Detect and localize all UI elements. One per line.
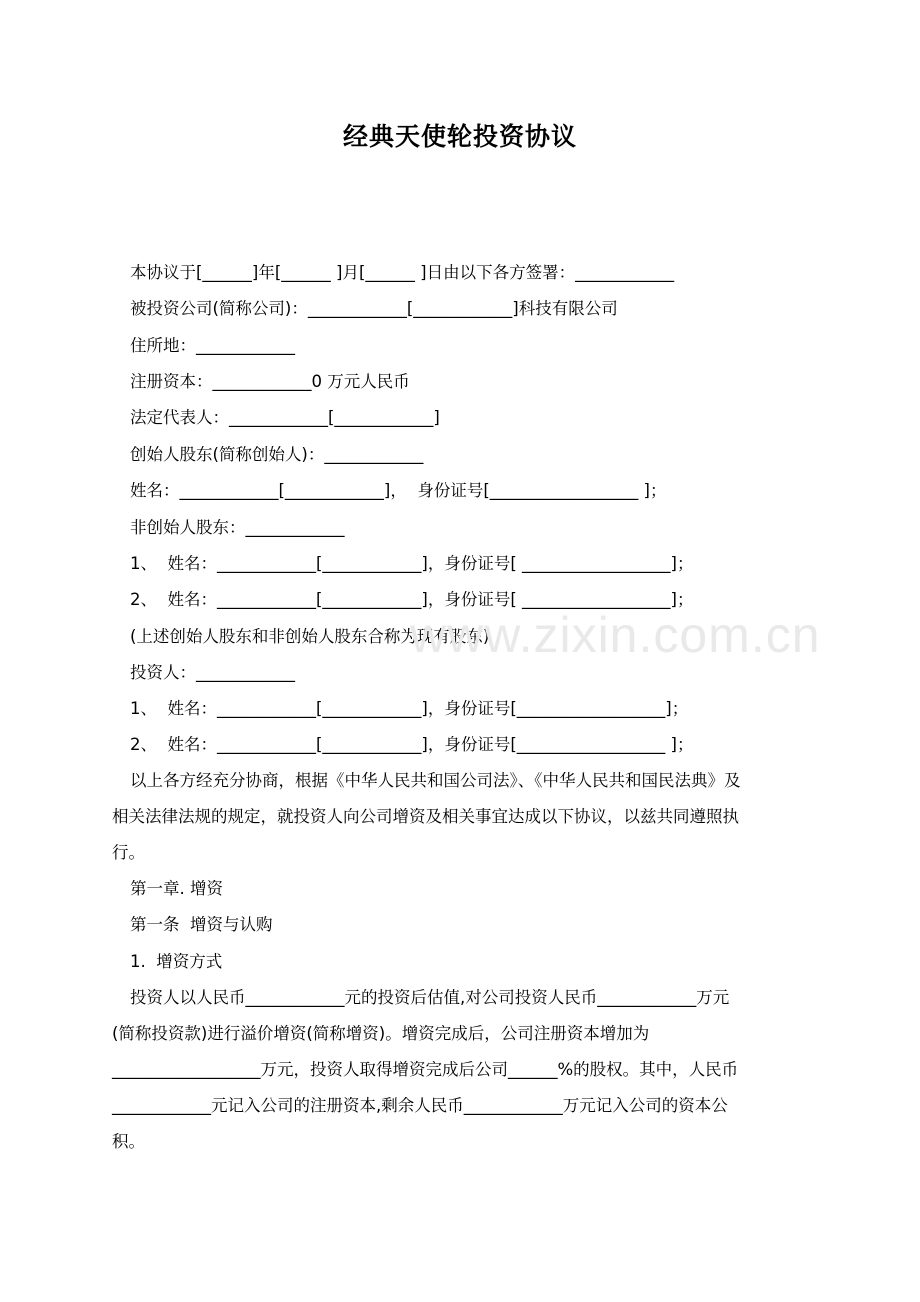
founder-name-id-line: 姓名：____________[____________]， 身份证号[__________________ ]；	[130, 481, 667, 500]
non-founder-shareholder-line: 非创始人股东：____________	[130, 518, 345, 537]
existing-shareholders-note: (上述创始人股东和非创始人股东合称为现有股东)	[130, 627, 490, 646]
signing-date-line: 本协议于[______]年[______ ]月[______ ]日由以下各方签署：____________	[130, 263, 675, 282]
chapter-heading: 第一章. 增资	[130, 879, 223, 898]
capital-increase-line: ____________元记入公司的注册资本,剩余人民币____________万元记入公司的资本公	[112, 1096, 728, 1115]
capital-increase-line: __________________万元，投资人取得增资完成后公司______%的股权。其中，人民币	[112, 1060, 739, 1079]
capital-increase-line: (简称投资款)进行溢价增资(简称增资)。增资完成后，公司注册资本增加为	[112, 1024, 650, 1043]
investor-line: 投资人：____________	[130, 663, 295, 682]
registered-capital-line: 注册资本：____________0 万元人民币	[130, 372, 410, 391]
investor-2-line: 2、 姓名：____________[____________]，身份证号[__________________ ]；	[130, 735, 694, 754]
preamble-line: 相关法律法规的规定，就投资人向公司增资及相关事宜达成以下协议，以兹共同遵照执	[112, 807, 739, 826]
investor-1-line: 1、 姓名：____________[____________]，身份证号[__________________]；	[130, 699, 689, 718]
preamble-paragraph	[112, 763, 812, 871]
document-title: 经典天使轮投资协议	[342, 122, 577, 151]
article-heading: 第一条 增资与认购	[130, 915, 273, 934]
preamble-line: 行。	[112, 843, 145, 862]
capital-increase-line: 投资人以人民币____________元的投资后估值,对公司投资人民币____________万元	[130, 988, 730, 1007]
non-founder-2-line: 2、 姓名：____________[____________]，身份证号[ __________________]；	[130, 590, 694, 609]
capital-increase-paragraph	[112, 980, 812, 1160]
founder-shareholder-line: 创始人股东(简称创始人)：____________	[130, 445, 424, 464]
non-founder-1-line: 1、 姓名：____________[____________]，身份证号[ __________________]；	[130, 554, 694, 573]
watermark: www.zixin.com.cn	[410, 607, 821, 663]
legal-representative-line: 法定代表人：____________[____________]	[130, 408, 440, 427]
preamble-line: 以上各方经充分协商，根据《中华人民共和国公司法》、《中华人民共和国民法典》及	[130, 771, 741, 790]
address-line: 住所地：____________	[130, 336, 295, 355]
capital-increase-line: 积。	[112, 1132, 145, 1151]
company-name-line: 被投资公司(简称公司)：____________[____________]科技有限公司	[130, 299, 618, 318]
section-heading: 1. 增资方式	[130, 952, 223, 971]
